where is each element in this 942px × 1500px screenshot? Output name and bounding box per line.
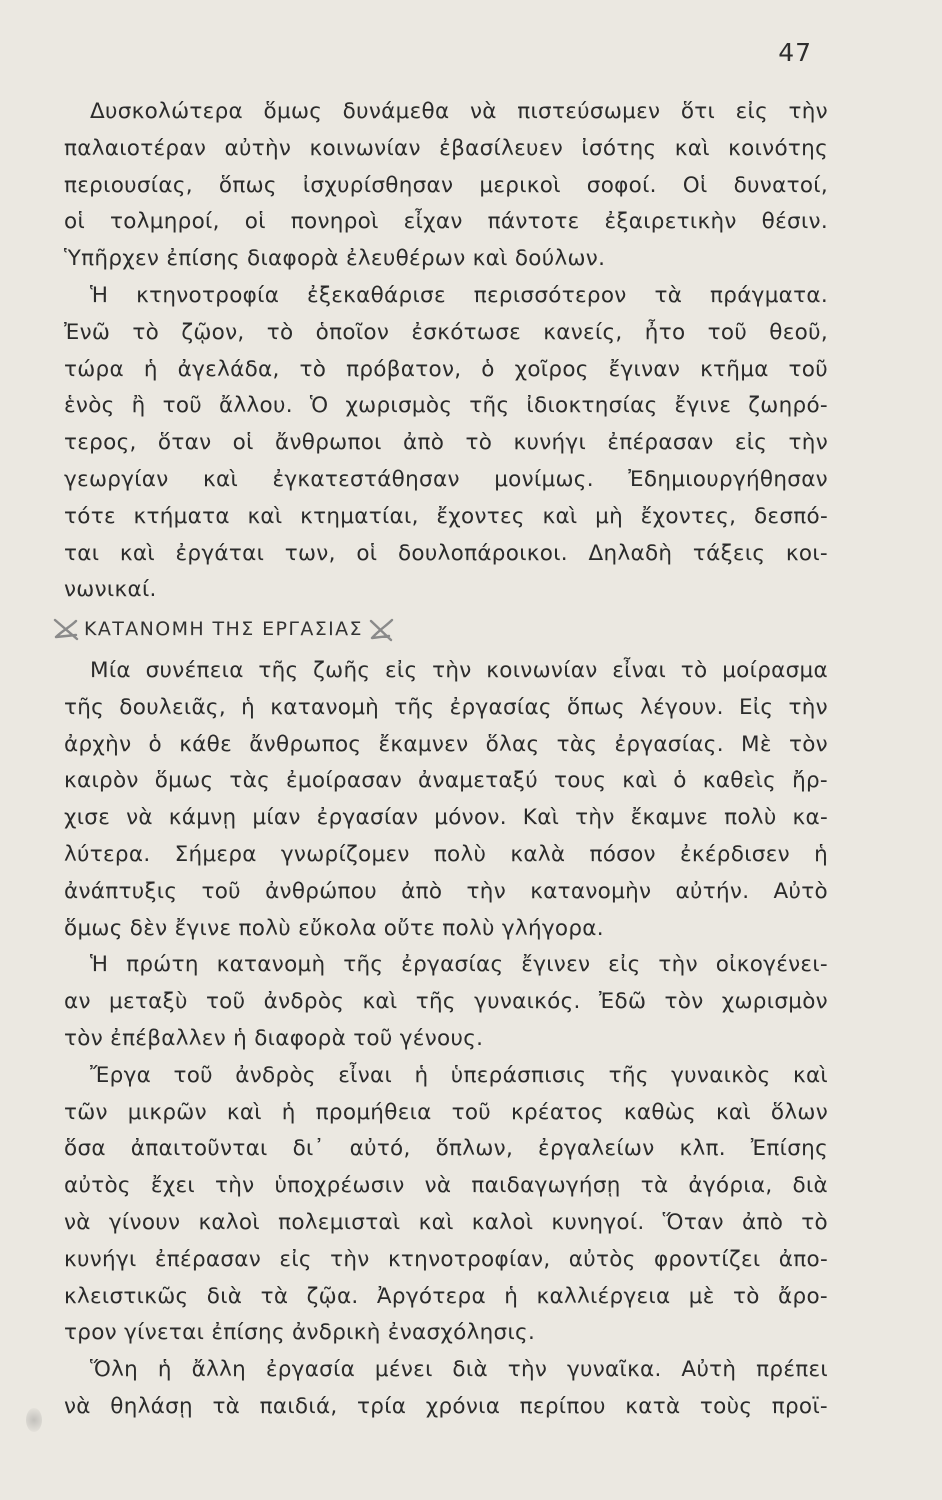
text-line: νὰ γίνουν καλοὶ πολεμισταὶ καὶ καλοὶ κυνηγοί. Ὅταν ἀπὸ τὸ (64, 1209, 828, 1235)
text-line: Ἔργα τοῦ ἀνδρὸς εἶναι ἡ ὑπεράσπισις τῆς γυναικὸς καὶ (90, 1062, 828, 1088)
section-heading (52, 608, 472, 648)
text-line: νωνικαί. (64, 577, 157, 603)
text-line: ὅσα ἀπαιτοῦνται δι᾽ αὐτό, ὅπλων, ἐργαλείων κλπ. Ἐπίσης (64, 1136, 828, 1162)
text-line: τῶν μικρῶν καὶ ἡ προμήθεια τοῦ κρέατος καθὼς καὶ ὅλων (64, 1099, 828, 1125)
text-line: ἀνάπτυξις τοῦ ἀνθρώπου ἀπὸ τὴν κατανομὴν αὐτήν. Αὐτὸ (64, 878, 828, 904)
pencil-cross-mark-icon (367, 615, 395, 643)
text-line: αὐτὸς ἔχει τὴν ὑποχρέωσιν νὰ παιδαγωγήσῃ τὰ ἀγόρια, διὰ (64, 1173, 828, 1199)
text-line: Δυσκολώτερα ὅμως δυνάμεθα νὰ πιστεύσωμεν ὅτι εἰς τὴν (90, 99, 828, 124)
text-line: χισε νὰ κάμνῃ μίαν ἐργασίαν μόνον. Καὶ τὴν ἔκαμνε πολὺ κα- (64, 805, 828, 831)
text-line: τρον γίνεται ἐπίσης ἀνδρικὴ ἐνασχόλησις. (64, 1320, 536, 1346)
text-line: Μία συνέπεια τῆς ζωῆς εἰς τὴν κοινωνίαν εἶναι τὸ μοίρασμα (90, 658, 828, 683)
section-heading-title: ΚΑΤΑΝΟΜΗ ΤΗΣ ΕΡΓΑΣΙΑΣ (84, 617, 363, 640)
text-line: καιρὸν ὅμως τὰς ἐμοίρασαν ἀναμεταξύ τους καὶ ὁ καθεὶς ἤρ- (64, 768, 828, 794)
text-line: ἀρχὴν ὁ κάθε ἄνθρωπος ἔκαμνεν ὅλας τὰς ἐργασίας. Μὲ τὸν (64, 731, 828, 757)
text-line: ται καὶ ἐργάται των, οἱ δουλοπάροικοι. Δηλαδὴ τάξεις κοι- (64, 540, 828, 566)
text-line: Ἡ κτηνοτροφία ἐξεκαθάρισε περισσότερον τὰ πράγματα. (90, 282, 828, 308)
text-line: οἱ τολμηροί, οἱ πονηροὶ εἶχαν πάντοτε ἐξαιρετικὴν θέσιν. (64, 209, 828, 235)
text-line: Ἐνῶ τὸ ζῷον, τὸ ὁποῖον ἐσκότωσε κανείς, ἦτο τοῦ θεοῦ, (64, 319, 828, 345)
text-line: τότε κτήματα καὶ κτηματίαι, ἔχοντες καὶ μὴ ἔχοντες, δεσπό- (64, 503, 828, 529)
paper-stain (26, 1408, 42, 1432)
text-line: κλειστικῶς διὰ τὰ ζῷα. Ἀργότερα ἡ καλλιέργεια μὲ τὸ ἄρο- (64, 1283, 828, 1309)
text-block-before-heading (64, 94, 828, 609)
text-block-after-heading (64, 653, 828, 1426)
text-line: νὰ θηλάσῃ τὰ παιδιά, τρία χρόνια περίπου κατὰ τοὺς προϊ- (64, 1393, 828, 1419)
text-line: ἑνὸς ἢ τοῦ ἄλλου. Ὁ χωρισμὸς τῆς ἰδιοκτησίας ἔγινε ζωηρό- (64, 393, 828, 419)
text-line: τώρα ἡ ἀγελάδα, τὸ πρόβατον, ὁ χοῖρος ἔγιναν κτῆμα τοῦ (64, 356, 828, 382)
text-line: Ἡ πρώτη κατανομὴ τῆς ἐργασίας ἔγινεν εἰς τὴν οἰκογένει- (90, 952, 828, 978)
text-line: κυνήγι ἐπέρασαν εἰς τὴν κτηνοτροφίαν, αὐτὸς φροντίζει ἀπο- (64, 1246, 828, 1272)
pencil-cross-mark-icon (52, 615, 80, 643)
text-line: τῆς δουλειᾶς, ἡ κατανομὴ τῆς ἐργασίας ὅπως λέγουν. Εἰς τὴν (64, 694, 828, 720)
text-line: ὅμως δὲν ἔγινε πολὺ εὔκολα οὔτε πολὺ γλήγορα. (64, 915, 604, 941)
text-line: παλαιοτέραν αὐτὴν κοινωνίαν ἐβασίλευεν ἰσότης καὶ κοινότης (64, 135, 828, 161)
text-line: Ὅλη ἡ ἄλλη ἐργασία μένει διὰ τὴν γυναῖκα. Αὐτὴ πρέπει (90, 1357, 828, 1383)
text-line: Ὑπῆρχεν ἐπίσης διαφορὰ ἐλευθέρων καὶ δούλων. (64, 246, 606, 272)
text-line: περιουσίας, ὅπως ἰσχυρίσθησαν μερικοὶ σοφοί. Οἱ δυνατοί, (64, 172, 828, 198)
text-line: τὸν ἐπέβαλλεν ἡ διαφορὰ τοῦ γένους. (64, 1025, 484, 1051)
text-line: γεωργίαν καὶ ἐγκατεστάθησαν μονίμως. Ἐδημιουργήθησαν (64, 466, 828, 492)
page-number: 47 (778, 38, 812, 67)
text-line: τερος, ὅταν οἱ ἄνθρωποι ἀπὸ τὸ κυνήγι ἐπέρασαν εἰς τὴν (64, 430, 828, 456)
text-line: αν μεταξὺ τοῦ ἀνδρὸς καὶ τῆς γυναικός. Ἐδῶ τὸν χωρισμὸν (64, 989, 828, 1015)
text-line: λύτερα. Σήμερα γνωρίζομεν πολὺ καλὰ πόσον ἐκέρδισεν ἡ (64, 841, 828, 867)
